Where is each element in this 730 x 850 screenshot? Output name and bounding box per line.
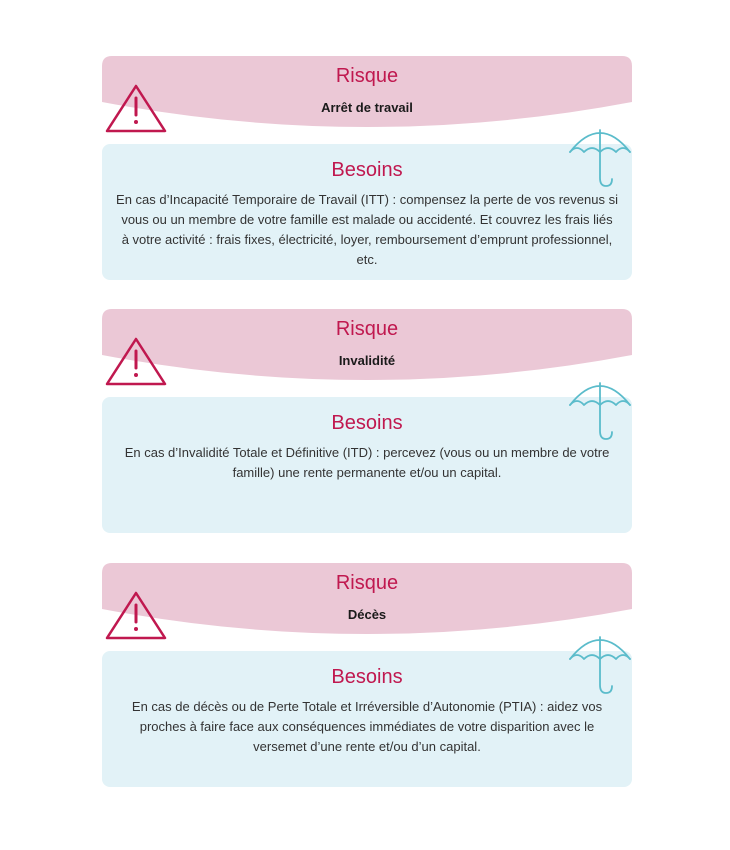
risk-card-arret-de-travail bbox=[102, 56, 632, 282]
umbrella-icon bbox=[568, 375, 632, 443]
needs-title: Besoins bbox=[331, 412, 403, 434]
needs-panel bbox=[102, 144, 632, 280]
needs-panel bbox=[102, 651, 632, 787]
needs-panel bbox=[102, 397, 632, 533]
umbrella-icon bbox=[568, 122, 632, 190]
needs-title: Besoins bbox=[331, 159, 403, 181]
warning-triangle-icon bbox=[104, 591, 168, 641]
risk-name: Arrêt de travail bbox=[321, 100, 413, 115]
warning-triangle-icon bbox=[104, 337, 168, 387]
risk-card-invalidite bbox=[102, 309, 632, 535]
risk-title: Risque bbox=[335, 572, 399, 594]
risk-name: Décès bbox=[347, 607, 387, 622]
risk-title: Risque bbox=[335, 65, 399, 87]
risk-card-deces bbox=[102, 563, 632, 789]
risk-name: Invalidité bbox=[338, 353, 396, 368]
needs-description: En cas de décès ou de Perte Totale et Irréversible d’Autonomie (PTIA) : aidez vos proches à faire face aux conséquences immédiates de votre disparition avec le versemet d’une rente et/ou d’un capital. bbox=[131, 699, 603, 754]
warning-triangle-icon bbox=[104, 84, 168, 134]
risk-header bbox=[102, 563, 632, 635]
risk-title: Risque bbox=[335, 318, 399, 340]
needs-description: En cas d’Invalidité Totale et Définitive (ITD) : percevez (vous ou un membre de votre famille) une rente permanente et/ou un capital. bbox=[124, 445, 610, 480]
umbrella-icon bbox=[568, 629, 632, 697]
needs-title: Besoins bbox=[331, 666, 403, 688]
needs-description: En cas d’Incapacité Temporaire de Travail (ITT) : compensez la perte de vos revenus si vous ou un membre de votre famille est malade ou accidenté. Et couvrez les frais liés à votre activité : frais fixes, électricité, loyer, remboursement d’emprunt professionnel, etc. bbox=[116, 192, 618, 267]
risk-header bbox=[102, 56, 632, 128]
risk-header bbox=[102, 309, 632, 381]
